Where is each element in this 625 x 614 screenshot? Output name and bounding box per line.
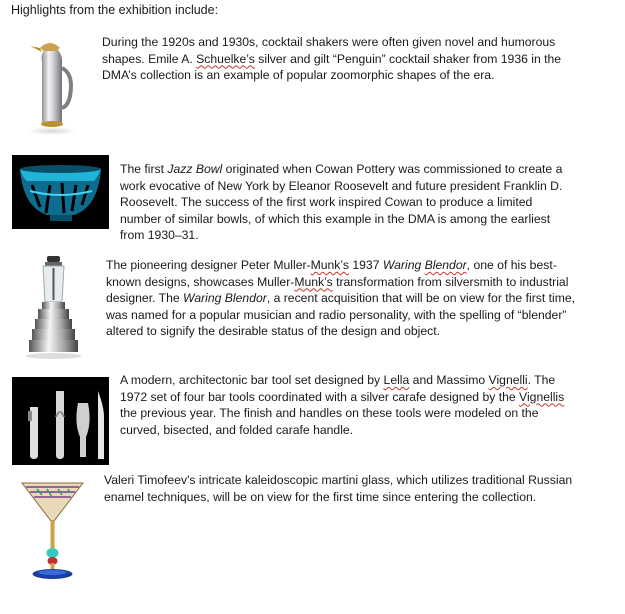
text-segment: Waring Blendor xyxy=(183,291,267,306)
waring-blendor-image xyxy=(12,250,95,365)
text-segment: The first xyxy=(120,162,168,176)
entry-text-2 xyxy=(120,161,570,244)
text-segment: . The 1972 set of four bar tools coordinated with a silver carafe designed by the xyxy=(120,373,556,404)
penguin-cocktail-shaker-icon xyxy=(12,34,91,138)
spellcheck-word: Blendor xyxy=(424,258,467,272)
text-segment: transformation from silversmith to industrial designer. The xyxy=(106,274,569,306)
text-segment: the previous year. The finish and handles on these tools were modeled on the curved, bisected, and folded carafe handle. xyxy=(120,406,539,437)
spellcheck-word: Schuelke’s xyxy=(196,51,255,66)
entry-text-3 xyxy=(106,257,578,340)
entry-text-5 xyxy=(104,472,574,505)
text-segment: silver and gilt “Penguin” cocktail shaker from 1936 in the DMA’s collection is an example of popular zoomorphic shapes of the era. xyxy=(102,51,562,83)
spellcheck-word: Munk’s xyxy=(294,274,333,289)
text-segment: , a recent acquisition that will be on view for the first time, was named for a popular musician and radio personality, with the spelling of “blender” altered to signify the desirable status of the design and object. xyxy=(106,291,576,339)
spellcheck-word: Vignellis xyxy=(519,389,565,404)
text-segment: A modern, architectonic bar tool set designed by xyxy=(120,373,384,387)
text-segment: 1937 xyxy=(348,258,383,272)
bar-tool-set-icon xyxy=(12,377,109,465)
entry-text-4 xyxy=(120,372,572,438)
text-segment: Valeri Timofeev's intricate kaleidoscopic martini glass, which utilizes traditional Russian enamel techniques, will be on view for the first time since entering the collection. xyxy=(104,473,573,504)
page-heading: Highlights from the exhibition include: xyxy=(11,3,219,17)
text-segment: originated when Cowan Pottery was commissioned to create a work evocative of New York by Eleanor Roosevelt and future president Franklin D. Roosevelt. The success of the first work inspired Cowan to produce a limited number of similar bowls, of which this example in the DMA is among the earliest from 1930–31. xyxy=(120,162,563,243)
text-segment: and Massimo xyxy=(409,373,489,387)
text-segment: Waring xyxy=(382,258,425,272)
spellcheck-word: Lella xyxy=(383,373,410,387)
text-segment: During the 1920s and 1930s, cocktail shakers were often given novel and humorous shapes. Emile A. xyxy=(102,35,556,66)
spellcheck-word: Vignelli xyxy=(488,373,528,387)
bar-tool-set-image xyxy=(12,377,109,465)
entry-text-1 xyxy=(102,34,572,84)
kaleidoscopic-martini-glass-icon xyxy=(12,475,93,584)
text-segment: , one of his best-known designs, showcases Muller- xyxy=(106,258,557,289)
text-segment: The pioneering designer Peter Muller- xyxy=(106,258,311,272)
jazz-bowl-image xyxy=(12,155,109,229)
waring-blendor-icon xyxy=(12,250,95,365)
jazz-bowl-icon xyxy=(12,155,109,229)
martini-glass-image xyxy=(12,475,93,584)
spellcheck-word: Munk’s xyxy=(310,258,349,272)
penguin-shaker-image xyxy=(12,34,91,138)
text-segment: Jazz Bowl xyxy=(167,162,223,176)
